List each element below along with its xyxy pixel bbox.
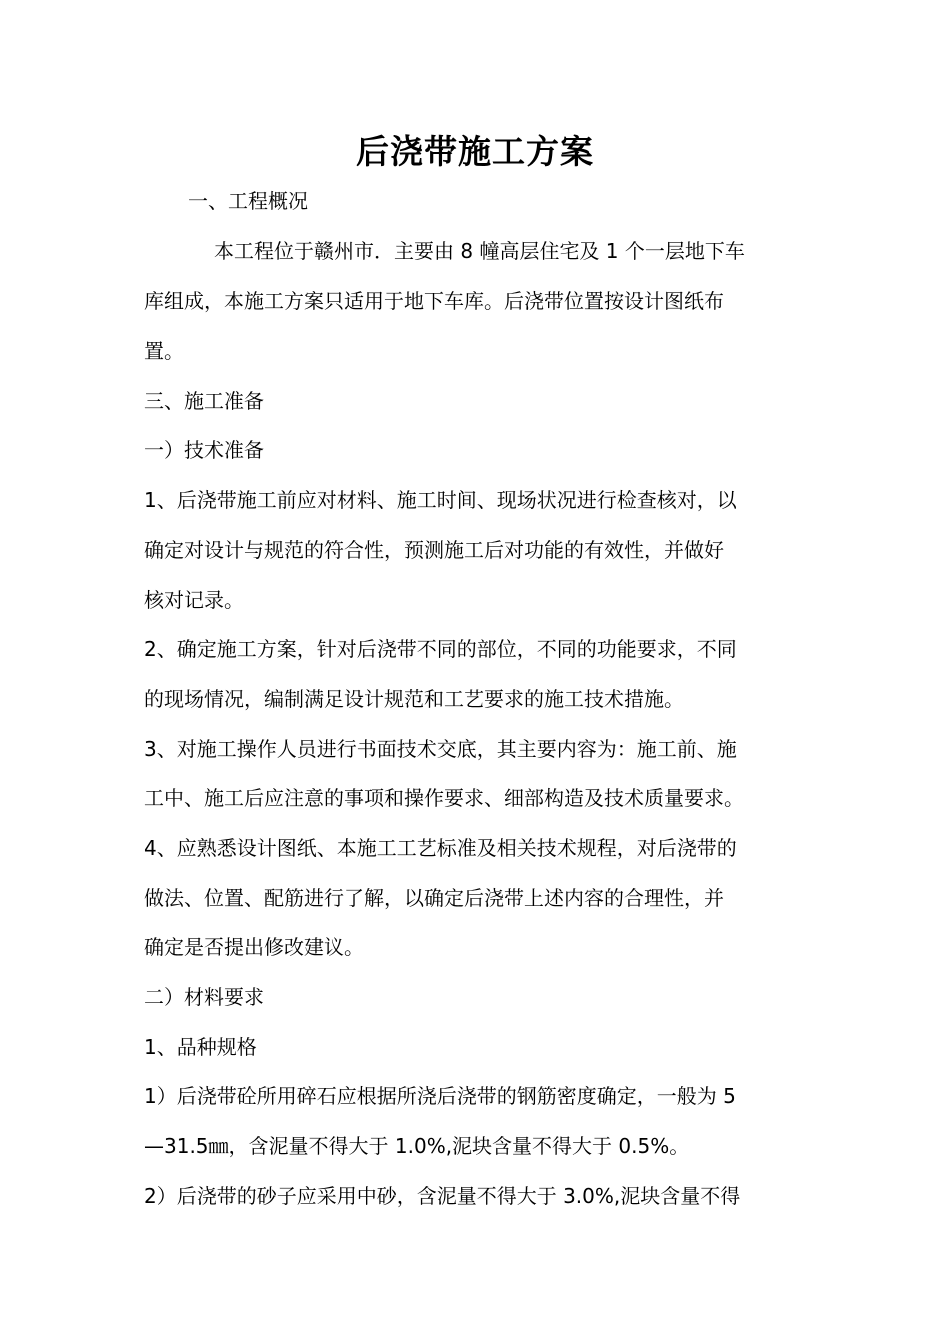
subsection-heading: 一）技术准备: [144, 438, 264, 462]
paragraph-line: 3、对施工操作人员进行书面技术交底，其主要内容为：施工前、施: [144, 737, 737, 761]
paragraph-line: 置。: [144, 339, 184, 363]
paragraph-line: 2、确定施工方案，针对后浇带不同的部位，不同的功能要求，不同: [144, 637, 737, 661]
paragraph-line: 确定是否提出修改建议。: [144, 935, 364, 959]
item-heading: 1、品种规格: [144, 1035, 257, 1059]
section-heading: 一、工程概况: [188, 189, 308, 213]
paragraph-line: 4、应熟悉设计图纸、本施工工艺标准及相关技术规程，对后浇带的: [144, 836, 737, 860]
paragraph-line: 确定对设计与规范的符合性，预测施工后对功能的有效性，并做好: [144, 538, 724, 562]
paragraph-line: 库组成，本施工方案只适用于地下车库。后浇带位置按设计图纸布: [144, 289, 724, 313]
paragraph-line: —31.5㎜，含泥量不得大于 1.0%,泥块含量不得大于 0.5%。: [144, 1134, 690, 1158]
document-title: 后浇带施工方案: [356, 132, 594, 171]
paragraph-line: 1）后浇带砼所用碎石应根据所浇后浇带的钢筋密度确定，一般为 5: [144, 1084, 736, 1108]
paragraph-line: 的现场情况，编制满足设计规范和工艺要求的施工技术措施。: [144, 687, 684, 711]
paragraph-line: 本工程位于赣州市．主要由 8 幢高层住宅及 1 个一层地下车: [214, 239, 745, 263]
paragraph-line: 1、后浇带施工前应对材料、施工时间、现场状况进行检查核对，以: [144, 488, 737, 512]
section-heading: 三、施工准备: [144, 389, 264, 413]
paragraph-line: 工中、施工后应注意的事项和操作要求、细部构造及技术质量要求。: [144, 786, 744, 810]
paragraph-line: 2）后浇带的砂子应采用中砂，含泥量不得大于 3.0%,泥块含量不得: [144, 1184, 741, 1208]
paragraph-line: 做法、位置、配筋进行了解，以确定后浇带上述内容的合理性，并: [144, 886, 724, 910]
subsection-heading: 二）材料要求: [144, 985, 264, 1009]
paragraph-line: 核对记录。: [144, 588, 244, 612]
